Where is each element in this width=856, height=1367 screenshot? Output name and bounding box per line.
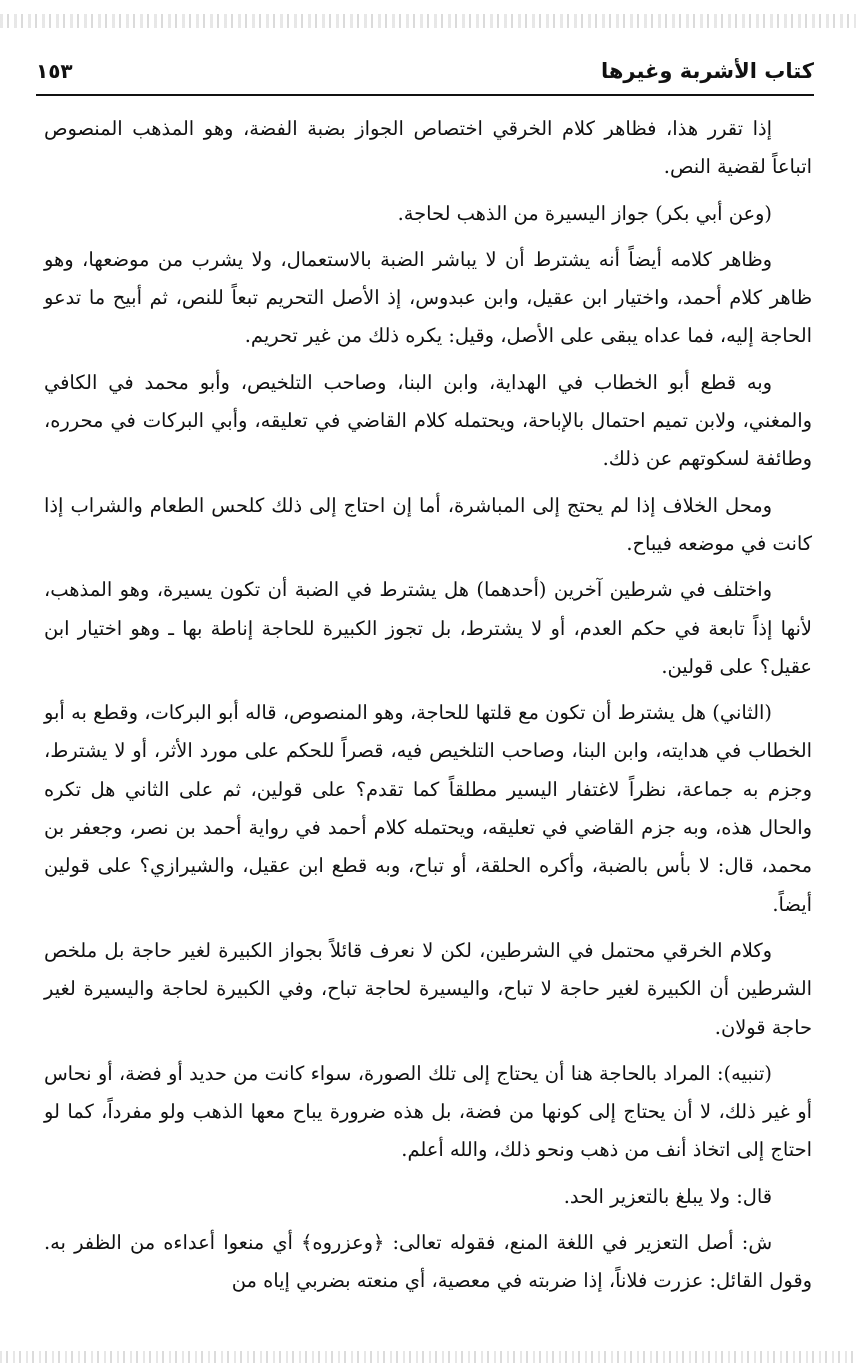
paragraph: ومحل الخلاف إذا لم يحتج إلى المباشرة، أما إن احتاج إلى ذلك كلحس الطعام والشراب إذا كانت في موضعه فيباح. xyxy=(44,493,812,555)
main-text xyxy=(44,110,812,1309)
scan-noise-bottom xyxy=(0,1351,856,1363)
scan-noise-top xyxy=(0,14,856,28)
header-rule xyxy=(36,94,814,96)
paragraph: إذا تقرر هذا، فظاهر كلام الخرقي اختصاص الجواز بضبة الفضة، وهو المذهب المنصوص اتباعاً لقضية النص. xyxy=(44,117,812,179)
paragraph: (تنبيه): المراد بالحاجة هنا أن يحتاج إلى تلك الصورة، سواء كانت من حديد أو فضة، أو نحاس أو غير ذلك، لا أن يحتاج إلى كونها من فضة، بل هذه ضرورة يباح معها الذهب ولو مفرداً، كما لو احتاج إلى اتخاذ أنف من ذهب ونحو ذلك، والله أعلم. xyxy=(44,1061,812,1162)
running-header xyxy=(36,56,814,90)
page-number: ١٥٣ xyxy=(36,59,73,83)
paragraph: قال: ولا يبلغ بالتعزير الحد. xyxy=(563,1184,772,1208)
paragraph: (الثاني) هل يشترط أن تكون مع قلتها للحاجة، وهو المنصوص، قاله أبو البركات، وقطع به أبو الخطاب في هدايته، وابن البنا، وصاحب التلخيص فيه، قصراً للحكم على مورد الأثر، أو لا يشترط، وجزم به جماعة، نظراً لاغتفار اليسير مطلقاً كما تقدم؟ على قولين، ثم على الثاني هل تكره والحال هذه، وبه جزم القاضي في تعليقه، ويحتمله كلام أحمد في رواية أحمد بن نصر، وجعفر بن محمد، قال: لا بأس بالضبة، وأكره الحلقة، أو تباح، وبه قطع ابن عقيل، والشيرازي؟ على قولين أيضاً. xyxy=(44,701,812,916)
paragraph: وظاهر كلامه أيضاً أنه يشترط أن لا يباشر الضبة بالاستعمال، ولا يشرب من موضعها، وهو ظاهر كلام أحمد، واختيار ابن عقيل، وابن عبدوس، إذ الأصل التحريم تبعاً للنص، ثم أبيح ما تدعو الحاجة إليه، فما عداه يبقى على الأصل، وقيل: يكره ذلك من غير تحريم. xyxy=(44,247,812,348)
paragraph: ش: أصل التعزير في اللغة المنع، فقوله تعالى: ﴿وعزروه﴾ أي منعوا أعداءه من الظفر به. وقول القائل: عزرت فلاناً، إذا ضربته في معصية، أي منعته بضربي إياه من xyxy=(44,1231,812,1293)
book-title: كتاب الأشربة وغيرها xyxy=(600,59,814,83)
paragraph: (وعن أبي بكر) جواز اليسيرة من الذهب لحاجة. xyxy=(397,201,772,225)
paragraph: وبه قطع أبو الخطاب في الهداية، وابن البنا، وصاحب التلخيص، وأبو محمد في الكافي والمغني، ولابن تميم احتمال بالإباحة، ويحتمله كلام القاضي في تعليقه، وأبي البركات في محرره، وطائفة لسكوتهم عن ذلك. xyxy=(44,370,812,471)
paragraph: وكلام الخرقي محتمل في الشرطين، لكن لا نعرف قائلاً بجواز الكبيرة لغير حاجة بل ملخص الشرطين أن الكبيرة لغير حاجة لا تباح، واليسيرة لحاجة تباح، وفي الكبيرة لحاجة واليسيرة لغير حاجة قولان. xyxy=(44,938,812,1039)
paragraph: واختلف في شرطين آخرين (أحدهما) هل يشترط في الضبة أن تكون يسيرة، وهو المذهب، لأنها إذاً تابعة في حكم العدم، أو لا يشترط، بل تجوز الكبيرة للحاجة إناطة بها ـ وهو اختيار ابن عقيل؟ على قولين. xyxy=(44,578,812,678)
